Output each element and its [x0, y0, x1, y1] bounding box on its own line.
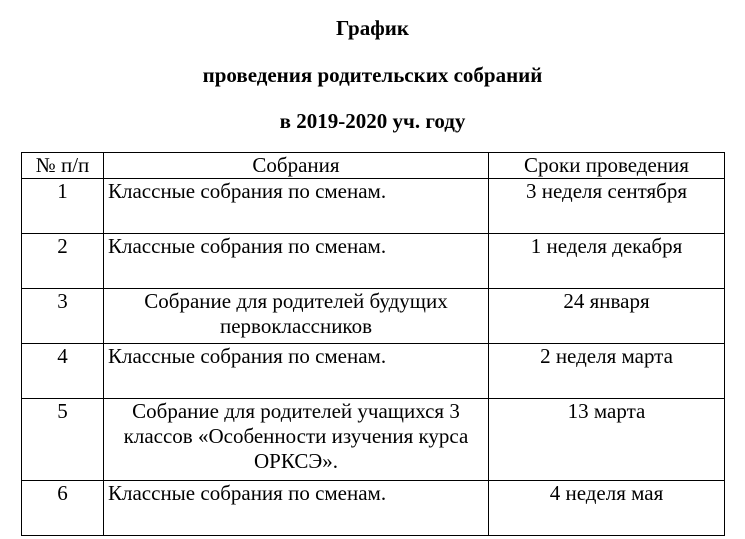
- row-number: 4: [22, 344, 104, 399]
- row-number: 1: [22, 179, 104, 234]
- row-date: 24 января: [489, 289, 725, 344]
- row-number: 2: [22, 234, 104, 289]
- meetings-schedule-table: [21, 152, 725, 536]
- row-event: Собрание для родителей будущих первоклассников: [104, 289, 489, 344]
- table-row: [22, 179, 725, 234]
- row-date: 3 неделя сентября: [489, 179, 725, 234]
- row-number: 5: [22, 399, 104, 481]
- row-event: Классные собрания по сменам.: [104, 179, 489, 234]
- row-date: 1 неделя декабря: [489, 234, 725, 289]
- row-date: 2 неделя марта: [489, 344, 725, 399]
- table-header-row: [22, 153, 725, 179]
- academic-year-heading: в 2019-2020 уч. году: [279, 109, 466, 133]
- header-number: № п/п: [22, 153, 104, 179]
- header-date: Сроки проведения: [489, 153, 725, 179]
- row-event: Классные собрания по сменам.: [104, 234, 489, 289]
- document-title: График: [336, 16, 409, 40]
- row-number: 3: [22, 289, 104, 344]
- table-row: [22, 399, 725, 481]
- table-row: [22, 234, 725, 289]
- row-event: Классные собрания по сменам.: [104, 344, 489, 399]
- row-date: 13 марта: [489, 399, 725, 481]
- row-event: Собрание для родителей учащихся 3 классов «Особенности изучения курса ОРКСЭ».: [104, 399, 489, 481]
- document-subtitle: проведения родительских собраний: [202, 63, 543, 87]
- row-date: 4 неделя мая: [489, 481, 725, 536]
- table-row: [22, 289, 725, 344]
- table-row: [22, 344, 725, 399]
- table-row: [22, 481, 725, 536]
- row-number: 6: [22, 481, 104, 536]
- header-event: Собрания: [104, 153, 489, 179]
- row-event: Классные собрания по сменам.: [104, 481, 489, 536]
